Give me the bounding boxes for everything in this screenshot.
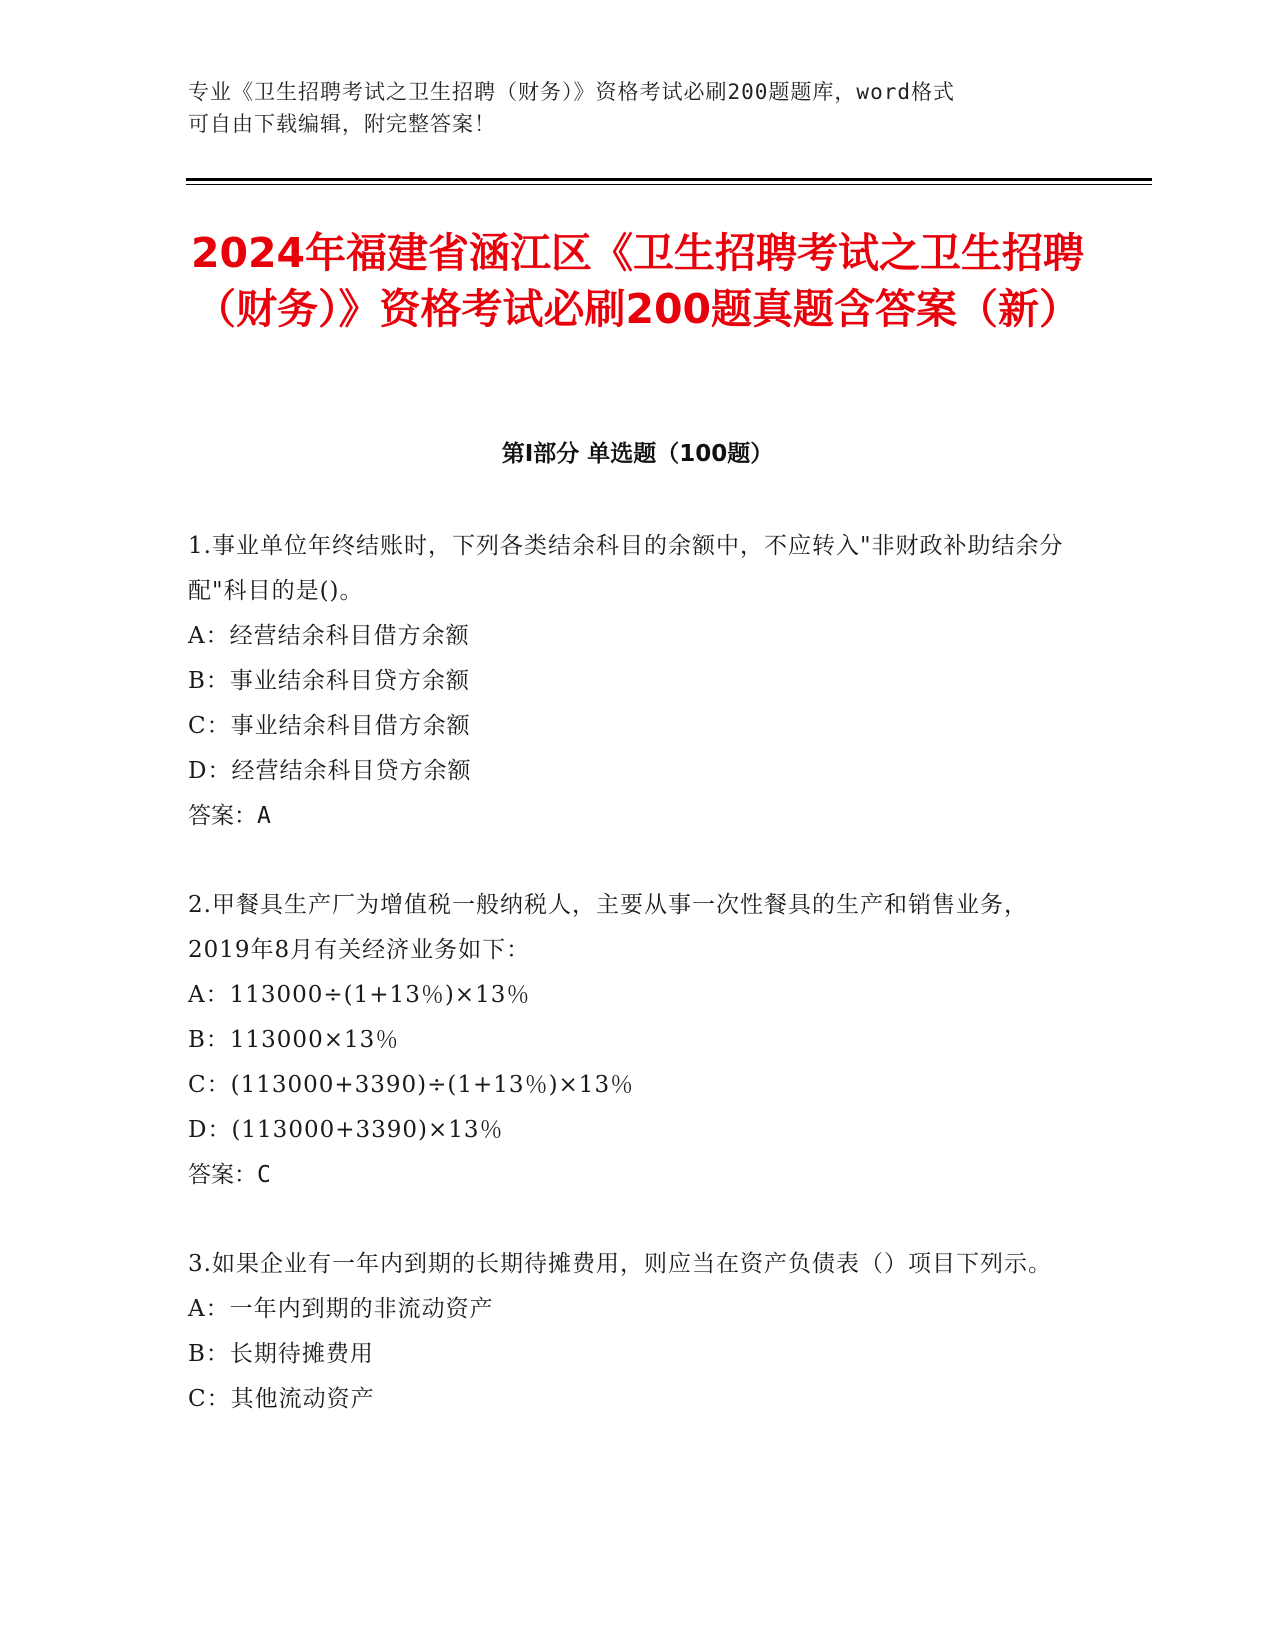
- option-a: A：113000÷(1+13％)×13％: [188, 982, 531, 1008]
- section-title: 第I部分 单选题（100题）: [501, 441, 774, 467]
- question-2: [188, 883, 1068, 1198]
- question-3: [188, 1242, 1068, 1422]
- header-note: [188, 76, 1068, 140]
- document-title: 2024年福建省涵江区《卫生招聘考试之卫生招聘（财务）》资格考试必刷200题真题含答案（新）: [190, 229, 1085, 333]
- option-b: B：113000×13％: [188, 1027, 400, 1053]
- header-divider-thick: [186, 178, 1152, 181]
- option-c: C：(113000+3390)÷(1+13％)×13％: [188, 1072, 635, 1098]
- option-a: A：一年内到期的非流动资产: [188, 1296, 494, 1322]
- option-d: D：经营结余科目贷方余额: [188, 758, 472, 784]
- question-1: [188, 524, 1068, 839]
- option-b: B：事业结余科目贷方余额: [188, 668, 470, 694]
- header-note-line-2: 可自由下载编辑，附完整答案！: [188, 112, 496, 136]
- header-note-line-1: 专业《卫生招聘考试之卫生招聘（财务）》资格考试必刷200题题库，word格式: [188, 80, 955, 104]
- answer: 答案：C: [188, 1162, 271, 1188]
- question-stem: 1.事业单位年终结账时，下列各类结余科目的余额中，不应转入"非财政补助结余分配"科目的是()。: [188, 533, 1064, 604]
- option-a: A：经营结余科目借方余额: [188, 623, 470, 649]
- option-d: D：(113000+3390)×13％: [188, 1117, 504, 1143]
- question-stem: 2.甲餐具生产厂为增值税一般纳税人，主要从事一次性餐具的生产和销售业务，2019年8月有关经济业务如下：: [188, 892, 1028, 963]
- answer: 答案：A: [188, 803, 271, 829]
- header-divider-thin: [186, 184, 1152, 185]
- question-list: [188, 524, 1068, 1466]
- option-b: B：长期待摊费用: [188, 1341, 374, 1367]
- option-c: C：事业结余科目借方余额: [188, 713, 471, 739]
- question-stem: 3.如果企业有一年内到期的长期待摊费用，则应当在资产负债表（）项目下列示。: [188, 1251, 1052, 1277]
- option-c: C：其他流动资产: [188, 1386, 375, 1412]
